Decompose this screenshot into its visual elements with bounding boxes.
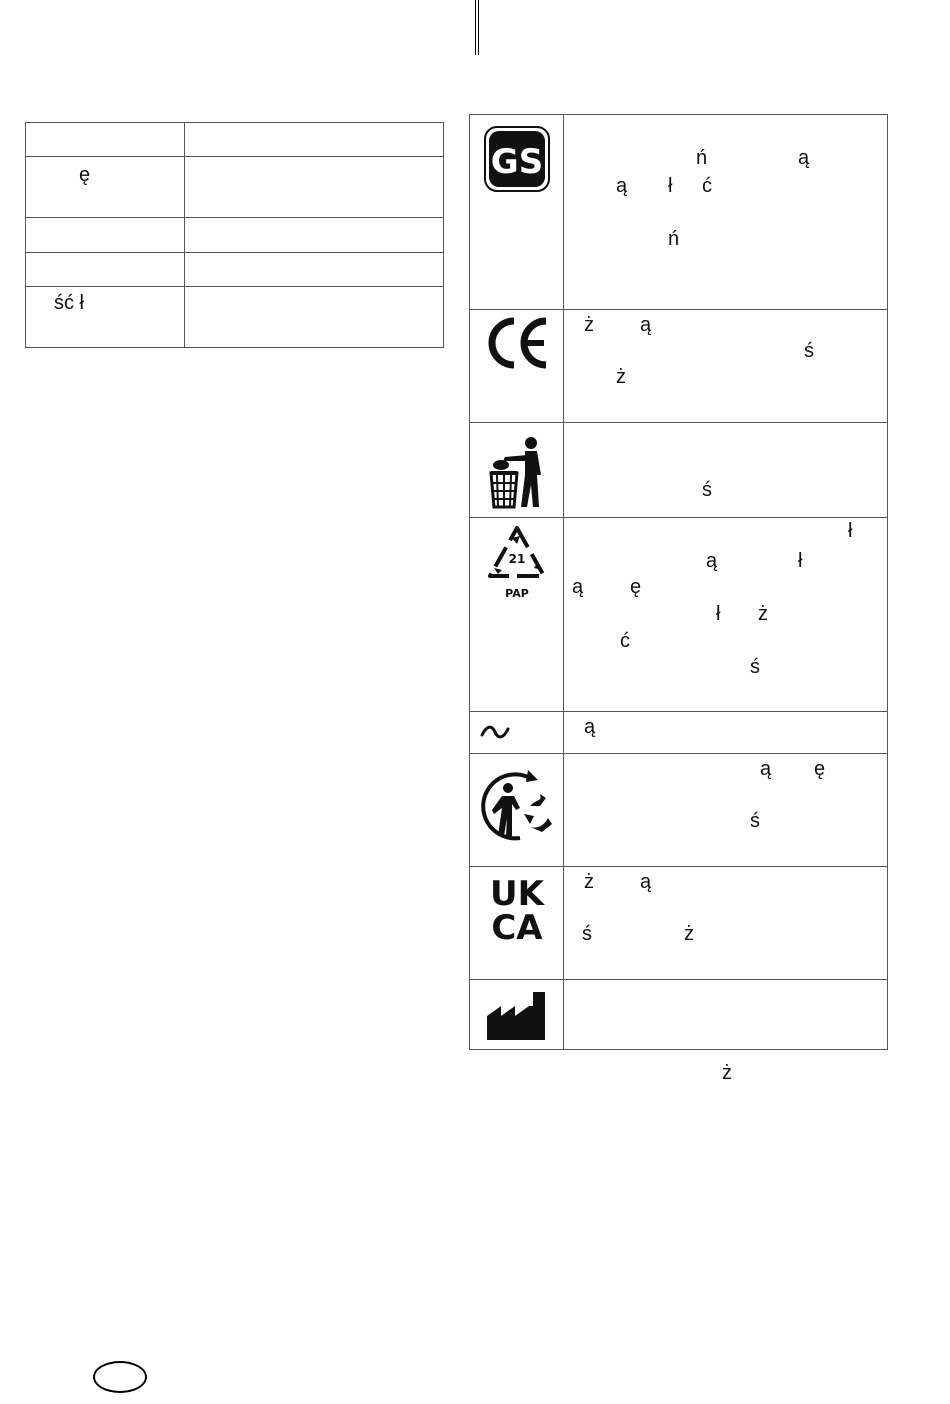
symbol-icon-cell xyxy=(470,867,564,980)
spec-value xyxy=(185,253,444,287)
symbol-row-gs xyxy=(470,115,888,310)
desc-fragment: ł xyxy=(798,550,803,572)
symbol-icon-cell xyxy=(470,518,564,712)
ukca-top-text: UK xyxy=(489,875,544,914)
desc-fragment: ł xyxy=(848,520,853,542)
desc-fragment: ą xyxy=(706,550,718,572)
spec-value xyxy=(185,157,444,218)
desc-fragment: ż xyxy=(616,366,626,388)
desc-fragment: ą xyxy=(616,175,628,197)
crop-mark-right xyxy=(478,0,479,55)
desc-fragment: ą xyxy=(640,314,652,336)
triman-recycling-icon xyxy=(478,766,556,846)
footnote: ż xyxy=(722,1062,732,1084)
spec-row xyxy=(26,253,444,287)
svg-text:GS: GS xyxy=(490,142,543,182)
desc-fragment: ż xyxy=(758,603,768,625)
desc-fragment: ń xyxy=(668,228,680,250)
symbol-icon-cell xyxy=(470,423,564,518)
symbol-row-ac xyxy=(470,712,888,754)
recycle-label: PAP xyxy=(504,587,529,600)
symbol-description xyxy=(564,867,888,980)
symbol-description xyxy=(564,518,888,712)
desc-fragment: ę xyxy=(630,576,642,598)
ukca-bottom-text: CA xyxy=(490,908,543,945)
ukca-mark-icon xyxy=(484,875,550,945)
spec-label-text: ść ł xyxy=(54,292,84,314)
desc-fragment: ś xyxy=(804,340,814,362)
desc-fragment: ś xyxy=(702,479,712,501)
symbol-row-recycling xyxy=(470,518,888,712)
desc-fragment: ę xyxy=(814,758,826,780)
symbol-description xyxy=(564,423,888,518)
desc-fragment: ą xyxy=(640,871,652,893)
symbol-row-triman xyxy=(470,754,888,867)
symbol-row-ce xyxy=(470,310,888,423)
symbol-icon-cell xyxy=(470,310,564,423)
symbol-description xyxy=(564,310,888,423)
desc-fragment: ż xyxy=(584,314,594,336)
symbol-icon-cell xyxy=(470,754,564,867)
desc-fragment: ż xyxy=(684,923,694,945)
desc-fragment: ś xyxy=(750,810,760,832)
spec-row xyxy=(26,123,444,157)
desc-fragment: ł xyxy=(668,175,673,197)
symbol-description xyxy=(564,712,888,754)
manufacturer-factory-icon xyxy=(485,988,549,1042)
symbol-description xyxy=(564,115,888,310)
symbol-row-manufacturer xyxy=(470,980,888,1050)
crop-mark-left xyxy=(475,0,476,55)
language-badge xyxy=(93,1361,147,1393)
spec-row xyxy=(26,157,444,218)
recycling-pap21-icon xyxy=(484,524,550,608)
gs-mark-icon xyxy=(483,125,551,193)
symbol-icon-cell xyxy=(470,712,564,754)
desc-fragment: ą xyxy=(584,716,596,738)
alternating-current-icon xyxy=(480,722,510,742)
spec-label xyxy=(26,253,185,287)
spec-value xyxy=(185,123,444,157)
desc-fragment: ć xyxy=(620,630,630,652)
symbols-table xyxy=(469,114,888,1050)
symbol-description xyxy=(564,754,888,867)
desc-fragment: ą xyxy=(798,147,810,169)
recycle-code: 21 xyxy=(508,552,525,566)
ce-mark-icon xyxy=(484,316,550,370)
symbol-icon-cell xyxy=(470,980,564,1050)
spec-value xyxy=(185,218,444,253)
desc-fragment: ą xyxy=(572,576,584,598)
symbol-icon-cell xyxy=(470,115,564,310)
symbol-row-ukca xyxy=(470,867,888,980)
desc-fragment: ś xyxy=(750,656,760,678)
desc-fragment: ć xyxy=(702,175,712,197)
desc-fragment: ś xyxy=(582,923,592,945)
desc-fragment: ń xyxy=(696,147,708,169)
spec-label xyxy=(26,157,185,218)
desc-fragment: ą xyxy=(760,758,772,780)
spec-row xyxy=(26,218,444,253)
spec-label xyxy=(26,218,185,253)
spec-table xyxy=(25,122,444,348)
desc-fragment: ż xyxy=(584,871,594,893)
spec-value xyxy=(185,287,444,348)
spec-label-text: ę xyxy=(79,164,91,186)
waste-bin-icon xyxy=(487,435,547,511)
symbol-row-waste xyxy=(470,423,888,518)
desc-fragment: ł xyxy=(716,603,721,625)
spec-row xyxy=(26,287,444,348)
symbol-description xyxy=(564,980,888,1050)
spec-label xyxy=(26,123,185,157)
spec-label xyxy=(26,287,185,348)
